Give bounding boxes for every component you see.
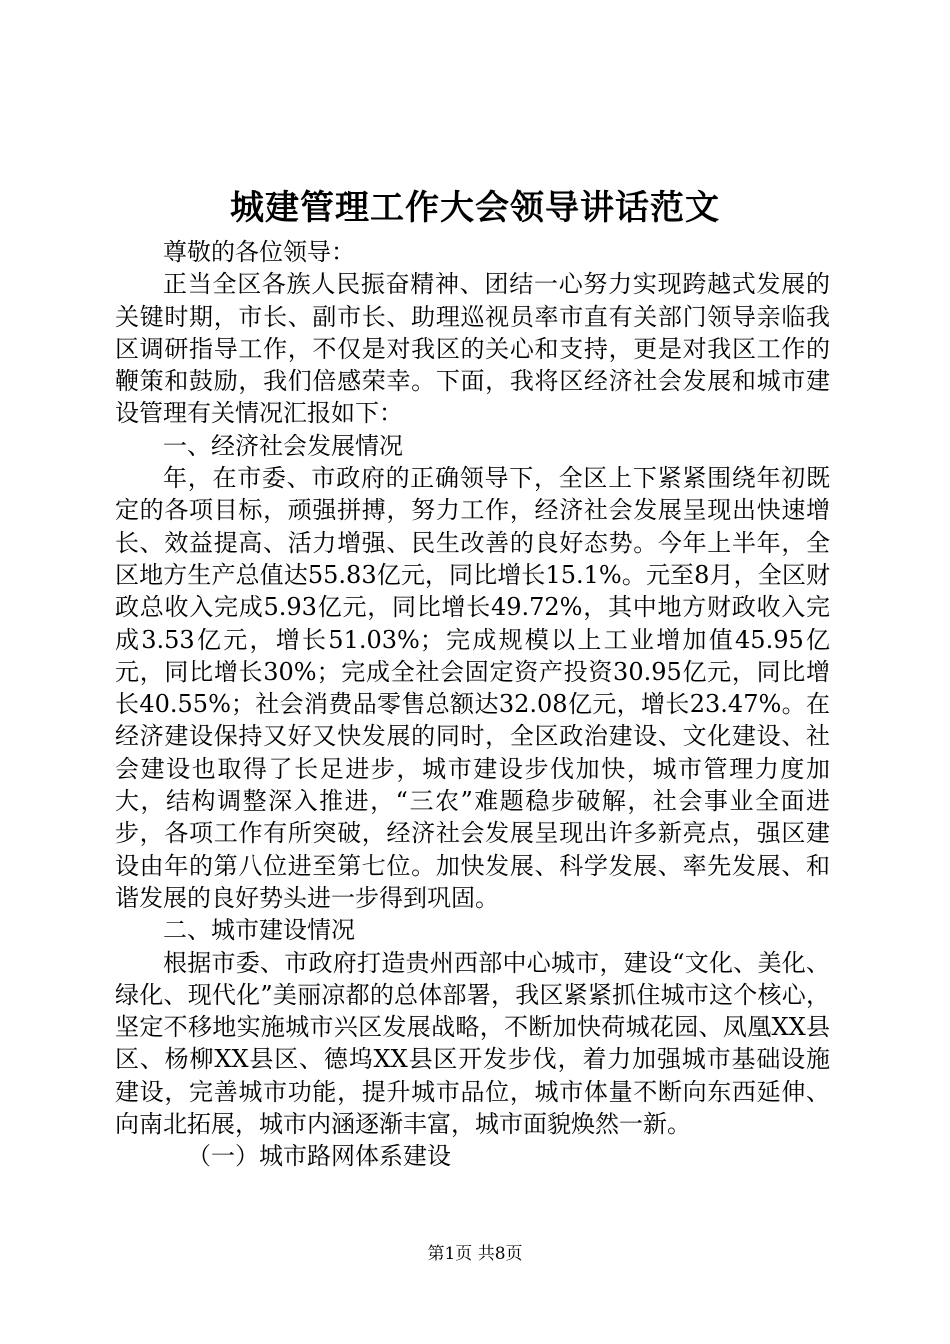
salutation: 尊敬的各位领导：	[163, 238, 355, 266]
document-body	[115, 236, 830, 1173]
section-heading-economy: 一、经济社会发展情况	[163, 431, 403, 460]
intro-paragraph: 正当全区各族人民振奋精神、团结一心努力实现跨越式发展的关键时期，市长、副市长、助理巡视员率市直有关部门领导亲临我区调研指导工作，不仅是对我区的关心和支持，更是对我区工作的鞭策和鼓励，我们倍感荣幸。下面，我将区经济社会发展和城市建设管理有关情况汇报如下：	[115, 270, 830, 428]
page-footer: 第1页 共8页	[427, 1244, 523, 1264]
section-heading-construction: 二、城市建设情况	[163, 916, 355, 945]
economy-paragraph: 年，在市委、市政府的正确领导下，全区上下紧紧围绕年初既定的各项目标，顽强拼搏，努力工作，经济社会发展呈现出快速增长、效益提高、活力增强、民生改善的良好态势。今年上半年，全区地方生产总值达55.83亿元，同比增长15.1%。元至8月，全区财政总收入完成5.93亿元，同比增长49.72%，其中地方财政收入完成3.53亿元，增长51.03%；完成规模以上工业增加值45.95亿元，同比增长30%；完成全社会固定资产投资30.95亿元，同比增长40.55%；社会消费品零售总额达32.08亿元，增长23.47%。在经济建设保持又好又快发展的同时，全区政治建设、文化建设、社会建设也取得了长足进步，城市建设步伐加快，城市管理力度加大，结构调整深入推进，“三农”难题稳步破解，社会事业全面进步，各项工作有所突破，经济社会发展呈现出许多新亮点，强区建设由年的第八位进至第七位。加快发展、科学发展、率先发展、和谐发展的良好势头进一步得到巩固。	[115, 464, 830, 912]
page-title: 城建管理工作大会领导讲话范文	[230, 188, 720, 228]
subsection-heading-road-network: （一）城市路网体系建设	[187, 1142, 451, 1171]
construction-paragraph: 根据市委、市政府打造贵州西部中心城市，建设“文化、美化、绿化、现代化”美丽凉都的总体部署，我区紧紧抓住城市这个核心，坚定不移地实施城市兴区发展战略，不断加快荷城花园、凤凰XX县区、杨柳XX县区、德坞XX县区开发步伐，着力加强城市基础设施建设，完善城市功能，提升城市品位，城市体量不断向东西延伸、向南北拓展，城市内涵逐渐丰富，城市面貌焕然一新。	[115, 948, 830, 1139]
